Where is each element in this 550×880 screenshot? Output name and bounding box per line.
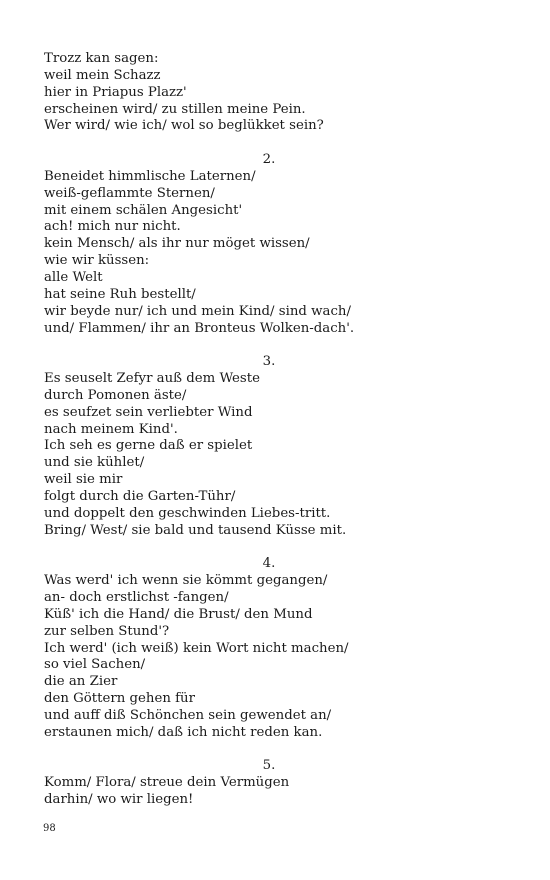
verse-line: die an Zier [44,674,118,690]
verse-line: durch Pomonen äste/ [44,387,187,403]
verse-line: und doppelt den geschwinden Liebes-tritt. [44,505,331,521]
stanza-gap [44,539,494,556]
stanza-4 [44,556,494,741]
verse-line: folgt durch die Garten-Tühr/ [44,488,236,504]
verse-line: den Göttern gehen für [44,691,195,707]
verse-line: wir beyde nur/ ich und mein Kind/ sind wach/ [44,303,351,319]
stanza-gap [44,337,494,354]
verse-line: ach! mich nur nicht. [44,219,181,235]
page-number: 98 [43,823,56,834]
stanza-gap [44,742,494,759]
stanza-5 [44,758,494,809]
verse-line: hier in Priapus Plazz' [44,84,187,100]
verse-line: darhin/ wo wir liegen! [44,792,194,808]
verse-line: wie wir küssen: [44,253,150,269]
verse-line: und/ Flammen/ ihr an Bronteus Wolken-dach'. [44,320,355,336]
verse-line: weil sie mir [44,472,123,488]
verse-line: hat seine Ruh bestellt/ [44,286,196,302]
verse-line: nach meinem Kind'. [44,421,178,437]
verse-line: zur selben Stund'? [44,623,170,639]
verse-line: alle Welt [44,269,103,285]
verse-line: Ich seh es gerne daß er spielet [44,438,253,454]
verse-line: und sie kühlet/ [44,455,145,471]
verse-line: Was werd' ich wenn sie kömmt gegangen/ [44,573,328,589]
verse-line: es seufzet sein verliebter Wind [44,404,253,420]
verse-line: Wer wird/ wie ich/ wol so beglükket sein? [44,118,324,134]
stanza-number: 5. [262,758,276,774]
verse-line: erstaunen mich/ daß ich nicht reden kan. [44,724,323,740]
verse-line: Es seuselt Zefyr auß dem Weste [44,371,260,387]
verse-line: und auff diß Schönchen sein gewendet an/ [44,707,332,723]
verse-line: weil mein Schazz [44,67,161,83]
verse-line: mit einem schälen Angesicht' [44,202,243,218]
stanza-gap [44,135,494,152]
verse-line: Komm/ Flora/ streue dein Vermügen [44,775,290,791]
verse-line: kein Mensch/ als ihr nur möget wissen/ [44,236,310,252]
verse-line: erscheinen wird/ zu stillen meine Pein. [44,101,306,117]
stanza-number: 4. [262,556,276,572]
verse-line: Ich werd' (ich weiß) kein Wort nicht machen/ [44,640,349,656]
verse-line: weiß-geflammte Sternen/ [44,185,215,201]
stanza-number: 2. [262,152,276,168]
verse-line: Bring/ West/ sie bald und tausend Küsse mit. [44,522,347,538]
verse-line: an- doch erstlichst -fangen/ [44,590,229,605]
verse-line: so viel Sachen/ [44,657,146,673]
poem-body [44,51,494,809]
stanza-1-continued [44,51,494,135]
verse-line: Trozz kan sagen: [44,51,159,66]
stanza-number: 3. [262,354,276,370]
verse-line: Beneidet himmlische Laternen/ [44,168,256,184]
stanza-2 [44,152,494,337]
stanza-3 [44,354,494,539]
verse-line: Küß' ich die Hand/ die Brust/ den Mund [44,606,313,622]
